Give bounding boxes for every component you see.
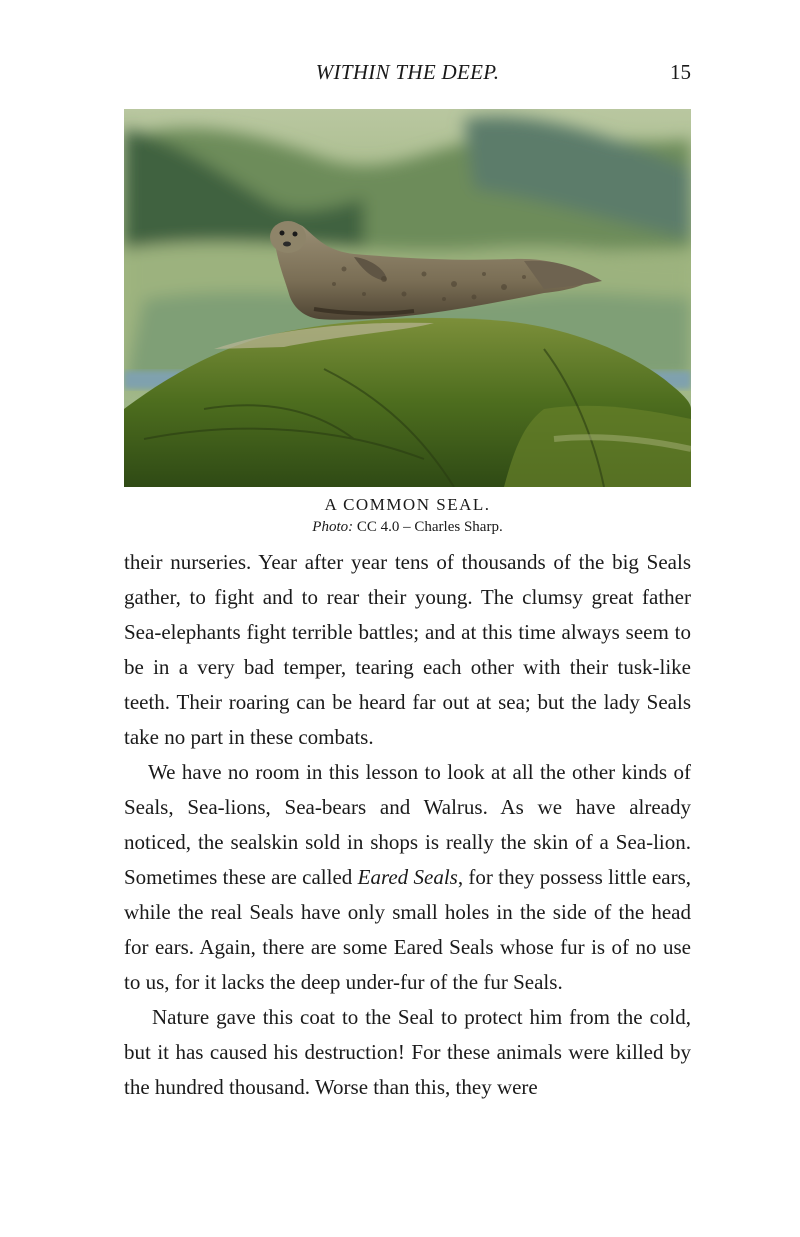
- paragraph-2-part-1: We have no room in this lesson to look at all the other kinds of Seals, Sea-lions, Sea-bears and Walrus. As we have already noticed, the sealskin sold in shops is really the skin of a Sea-lion. Sometimes these are called: [124, 760, 691, 889]
- page-header: [124, 60, 691, 94]
- paragraph-2: [124, 755, 691, 1000]
- photo-credit: [124, 517, 691, 537]
- running-title: WITHIN THE DEEP.: [315, 60, 500, 84]
- photo-credit-text: CC 4.0 – Charles Sharp.: [356, 519, 503, 535]
- eared-seals-italic: Eared Seals: [357, 865, 458, 889]
- page-number: 15: [670, 60, 691, 84]
- paragraph-3: Nature gave this coat to the Seal to protect him from the cold, but it has caused his destruction! For these animals were killed by the hundred thousand. Worse than this, they were: [124, 1005, 691, 1099]
- body-text: [124, 545, 691, 1105]
- caption-title: A COMMON SEAL.: [324, 495, 491, 514]
- photo-credit-label: Photo:: [312, 519, 354, 535]
- common-seal-photo: [124, 109, 691, 487]
- figure-caption: [124, 494, 691, 537]
- paragraph-2-part-2: , for they possess little ears, while the real Seals have only small holes in the side of the head for ears. Again, there are some Eared Seals whose fur is of no use to us, for it lacks the deep under-fur of the fur Seals.: [124, 865, 692, 994]
- paragraph-1: their nurseries. Year after year tens of thousands of the big Seals gather, to fight and to rear their young. The clumsy great father Sea-elephants fight terrible battles; and at this time always seem to be in a very bad temper, tearing each other with their tusk-like teeth. Their roaring can be heard far out at sea; but the lady Seals take no part in these combats.: [124, 550, 691, 749]
